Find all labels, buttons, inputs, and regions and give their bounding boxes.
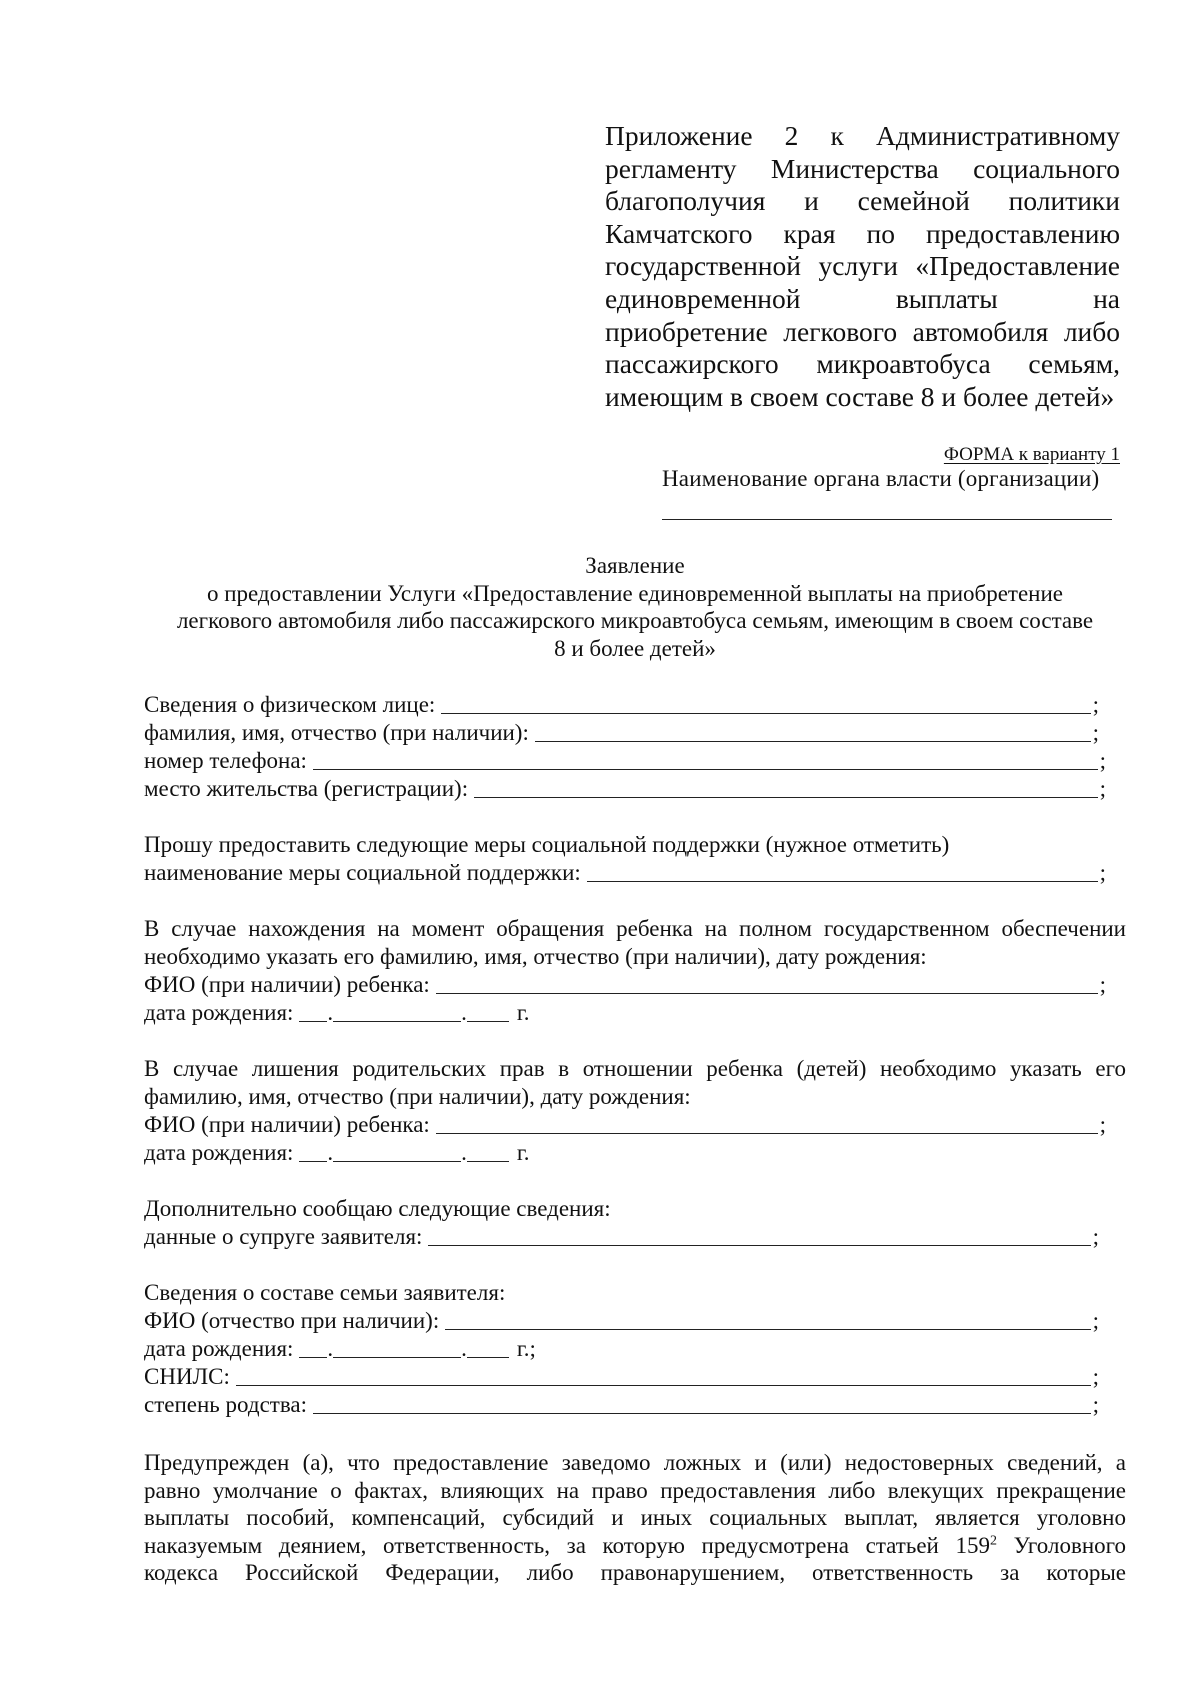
birth-label: дата рождения: bbox=[144, 1140, 294, 1165]
deprivation-text: В случае лишения родительских прав в отношении ребенка (детей) необходимо указать его bbox=[144, 1056, 1126, 1081]
family-heading: Сведения о составе семьи заявителя: bbox=[144, 1280, 506, 1305]
appendix-line: приобретение легкового автомобиля либо bbox=[605, 315, 1120, 347]
birth-month-field[interactable] bbox=[333, 1141, 461, 1162]
birth-label: дата рождения: bbox=[144, 1336, 294, 1361]
state-care-child-label: ФИО (при наличии) ребенка: bbox=[144, 972, 430, 997]
phone-field[interactable] bbox=[313, 749, 1098, 770]
state-care-birth-row: дата рождения: . . г. bbox=[144, 1000, 530, 1025]
snils-row: СНИЛС: ; bbox=[144, 1364, 1099, 1389]
birth-label: дата рождения: bbox=[144, 1000, 294, 1025]
birth-year-field[interactable] bbox=[467, 1001, 509, 1022]
phone-row: номер телефона: ; bbox=[144, 748, 1106, 773]
org-name-field[interactable] bbox=[662, 519, 1112, 520]
state-care-text: В случае нахождения на момент обращения ребенка на полном государственном обеспечении bbox=[144, 916, 1126, 941]
warning-line: равно умолчание о фактах, влияющих на право предоставления либо влекущих прекращение bbox=[144, 1477, 1126, 1503]
fio-row: фамилия, имя, отчество (при наличии): ; bbox=[144, 720, 1099, 745]
personal-info-row: Сведения о физическом лице: ; bbox=[144, 692, 1099, 717]
warning-line: наказуемым деянием, ответственность, за которую предусмотрена статьей $159^2$ Уголовного bbox=[144, 1532, 1126, 1558]
appendix-line: благополучия и семейной политики bbox=[605, 185, 1120, 217]
appendix-line: имеющим в своем составе 8 и более детей» bbox=[605, 380, 1115, 412]
support-measure-field[interactable] bbox=[587, 861, 1098, 882]
snils-label: СНИЛС: bbox=[144, 1364, 230, 1389]
spouse-field[interactable] bbox=[428, 1225, 1090, 1246]
phone-label: номер телефона: bbox=[144, 748, 307, 773]
relation-field[interactable] bbox=[313, 1393, 1091, 1414]
warning-line: кодекса Российской Федерации, либо правонарушением, ответственность за которые bbox=[144, 1560, 1126, 1585]
relation-row: степень родства: ; bbox=[144, 1392, 1099, 1417]
fio-field[interactable] bbox=[535, 721, 1091, 742]
snils-field[interactable] bbox=[236, 1365, 1091, 1386]
appendix-line: пассажирского микроавтобуса семьям, bbox=[605, 348, 1120, 380]
birth-month-field[interactable] bbox=[333, 1337, 461, 1358]
fio-label: фамилия, имя, отчество (при наличии): bbox=[144, 720, 529, 745]
title-heading: Заявление bbox=[585, 553, 685, 578]
title-line: о предоставлении Услуги «Предоставление единовременной выплаты на приобретение bbox=[206, 580, 1064, 606]
deprivation-text: фамилию, имя, отчество (при наличии), дату рождения: bbox=[144, 1084, 691, 1109]
residence-label: место жительства (регистрации): bbox=[144, 776, 469, 801]
residence-field[interactable] bbox=[474, 777, 1098, 798]
personal-info-field[interactable] bbox=[441, 693, 1090, 714]
state-care-child-field[interactable] bbox=[436, 973, 1098, 994]
appendix-line: Камчатского края по предоставлению bbox=[605, 217, 1120, 249]
spouse-row: данные о супруге заявителя: ; bbox=[144, 1224, 1099, 1249]
birth-year-field[interactable] bbox=[467, 1337, 509, 1358]
birth-month-field[interactable] bbox=[333, 1001, 461, 1022]
deprivation-child-label: ФИО (при наличии) ребенка: bbox=[144, 1112, 430, 1137]
form-variant-label: ФОРМА к варианту 1 bbox=[943, 444, 1120, 465]
family-fio-field[interactable] bbox=[445, 1309, 1090, 1330]
appendix-header bbox=[605, 120, 1120, 413]
family-fio-row: ФИО (отчество при наличии): ; bbox=[144, 1308, 1099, 1333]
additional-heading: Дополнительно сообщаю следующие сведения: bbox=[144, 1196, 611, 1221]
appendix-line: единовременной выплаты на bbox=[605, 282, 1120, 314]
spouse-label: данные о супруге заявителя: bbox=[144, 1224, 423, 1249]
appendix-line: Приложение 2 к Административному bbox=[605, 120, 1120, 151]
birth-day-field[interactable] bbox=[299, 1337, 327, 1358]
title-line: 8 и более детей» bbox=[554, 635, 716, 661]
appendix-line: государственной услуги «Предоставление bbox=[605, 250, 1120, 282]
deprivation-birth-row: дата рождения: . . г. bbox=[144, 1140, 530, 1165]
birth-day-field[interactable] bbox=[299, 1141, 327, 1162]
deprivation-child-row: ФИО (при наличии) ребенка: ; bbox=[144, 1112, 1106, 1137]
support-measure-label: наименование меры социальной поддержки: bbox=[144, 860, 581, 885]
warning-line: Предупрежден (а), что предоставление заведомо ложных и (или) недостоверных сведений, а bbox=[144, 1450, 1126, 1475]
title-line: легкового автомобиля либо пассажирского микроавтобуса семьям, имеющим в своем составе bbox=[176, 608, 1094, 633]
state-care-child-row: ФИО (при наличии) ребенка: ; bbox=[144, 972, 1106, 997]
relation-label: степень родства: bbox=[144, 1392, 307, 1417]
state-care-text: необходимо указать его фамилию, имя, отчество (при наличии), дату рождения: bbox=[144, 944, 927, 969]
application-title bbox=[140, 552, 1130, 662]
deprivation-child-field[interactable] bbox=[436, 1113, 1098, 1134]
family-fio-label: ФИО (отчество при наличии): bbox=[144, 1308, 440, 1333]
personal-info-label: Сведения о физическом лице: bbox=[144, 692, 436, 717]
residence-row: место жительства (регистрации): ; bbox=[144, 776, 1106, 801]
org-name-caption: Наименование органа власти (организации) bbox=[662, 466, 1100, 491]
warning-line: выплаты пособий, компенсаций, субсидий и иных социальных выплат, является уголовно bbox=[144, 1505, 1126, 1530]
birth-day-field[interactable] bbox=[299, 1001, 327, 1022]
liability-warning bbox=[144, 1449, 1126, 1587]
support-measure-row: наименование меры социальной поддержки: ; bbox=[144, 860, 1106, 885]
family-birth-row: дата рождения: . . г.; bbox=[144, 1336, 536, 1361]
support-request-text: Прошу предоставить следующие меры социальной поддержки (нужное отметить) bbox=[144, 832, 950, 857]
appendix-line: регламенту Министерства социального bbox=[605, 152, 1120, 184]
birth-year-field[interactable] bbox=[467, 1141, 509, 1162]
